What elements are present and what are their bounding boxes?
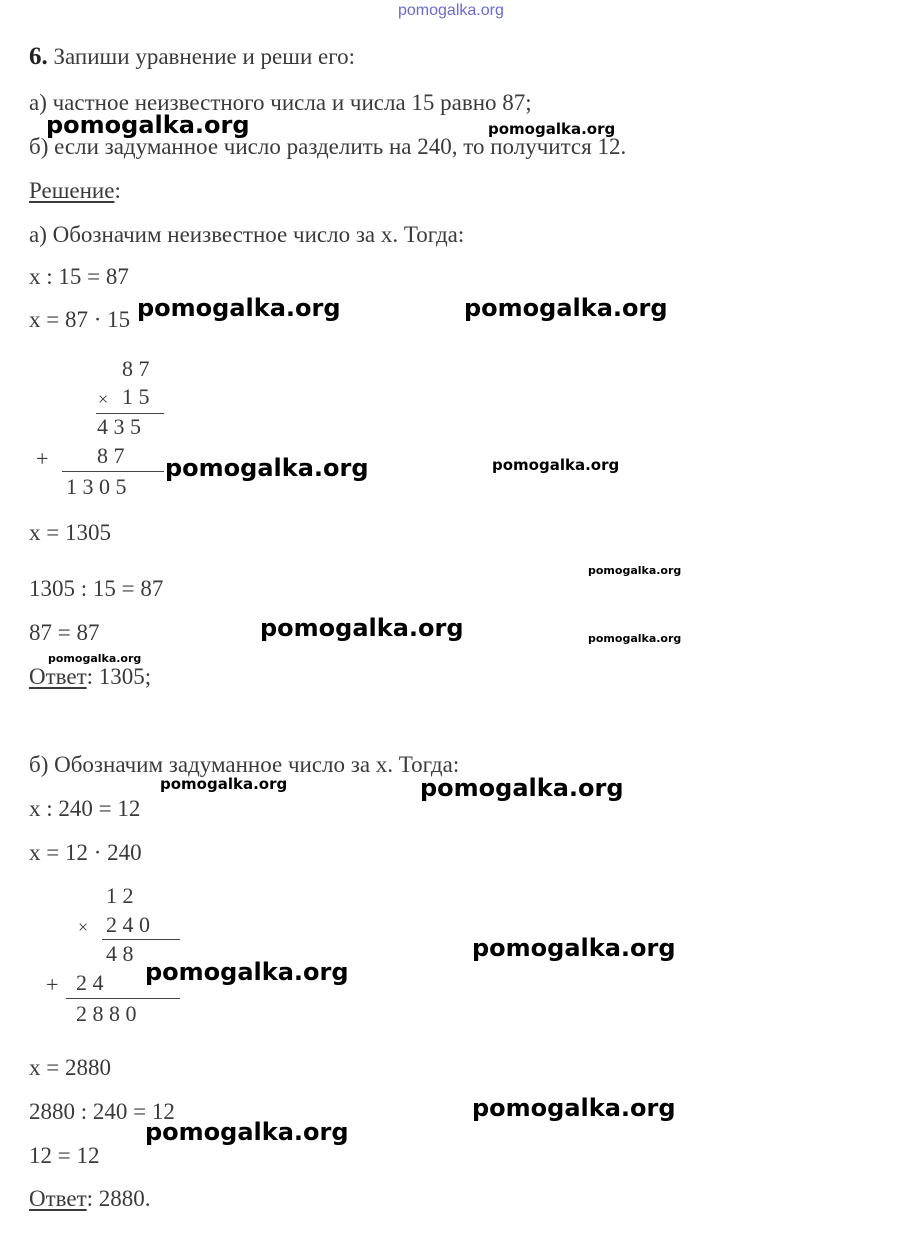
mult-b-rule-2 [66, 998, 180, 999]
mult-b-result: 2 8 8 0 [76, 1001, 137, 1026]
mult-a-result: 1 3 0 5 [66, 474, 127, 499]
watermark: pomogalka.org [464, 294, 668, 322]
solution-heading-label: Решение [29, 178, 115, 203]
watermark: pomogalka.org [472, 1094, 676, 1122]
mult-a-top: 8 7 [122, 356, 150, 381]
part-b-check-1: 2880 : 240 = 12 [29, 1099, 175, 1124]
mult-b-plus-sign: + [46, 972, 59, 997]
mult-b-partial-2: 2 4 [76, 970, 104, 995]
mult-a-plus-sign: + [36, 446, 49, 471]
part-a-answer-value: : 1305; [86, 664, 152, 689]
mult-b-top: 1 2 [106, 883, 134, 908]
solution-heading-colon: : [114, 178, 121, 203]
mult-b-rule-1 [102, 939, 180, 940]
task-item-b: б) если задуманное число разделить на 240, то получится 12. [29, 134, 627, 159]
watermark: pomogalka.org [160, 775, 288, 793]
mult-a-second: 1 5 [122, 384, 150, 409]
site-header-watermark: pomogalka.org [398, 2, 504, 19]
part-b-answer [29, 1186, 151, 1212]
part-b-intro: б) Обозначим задуманное число за x. Тогда: [29, 752, 460, 777]
task-statement [29, 44, 355, 70]
watermark: pomogalka.org [420, 774, 624, 802]
part-a-check-2: 87 = 87 [29, 620, 100, 645]
watermark: pomogalka.org [588, 564, 682, 577]
watermark: pomogalka.org [46, 111, 250, 139]
part-b-check-2: 12 = 12 [29, 1143, 100, 1168]
mult-a-times-sign: × [98, 389, 109, 409]
part-a-equation-2: x = 87 · 15 [29, 307, 131, 332]
mult-a-partial-1: 4 3 5 [97, 414, 141, 439]
part-a-answer [29, 664, 151, 690]
task-prompt: Запиши уравнение и реши его: [53, 44, 355, 69]
watermark: pomogalka.org [492, 456, 620, 474]
part-b-answer-value: : 2880. [86, 1186, 151, 1211]
watermark: pomogalka.org [165, 454, 369, 482]
part-b-equation-2: x = 12 · 240 [29, 840, 142, 865]
watermark: pomogalka.org [260, 614, 464, 642]
mult-b-times-sign: × [78, 917, 89, 937]
watermark: pomogalka.org [472, 934, 676, 962]
mult-b-partial-1: 4 8 [106, 941, 134, 966]
watermark: pomogalka.org [137, 294, 341, 322]
solution-heading [29, 178, 121, 204]
watermark: pomogalka.org [588, 632, 682, 645]
part-a-equation-1: x : 15 = 87 [29, 264, 129, 289]
part-a-equation-3: x = 1305 [29, 520, 111, 545]
part-a-intro: а) Обозначим неизвестное число за x. Тогда: [29, 222, 465, 247]
part-a-check-1: 1305 : 15 = 87 [29, 576, 164, 601]
mult-a-rule-1 [96, 413, 164, 414]
watermark: pomogalka.org [145, 958, 349, 986]
mult-a-rule-2 [62, 471, 164, 472]
mult-b-second: 2 4 0 [106, 912, 150, 937]
part-b-answer-label: Ответ [29, 1186, 87, 1211]
part-b-equation-3: x = 2880 [29, 1055, 111, 1080]
task-number: 6. [29, 43, 48, 70]
task-item-a: а) частное неизвестного числа и числа 15 равно 87; [29, 90, 532, 115]
part-a-answer-label: Ответ [29, 664, 87, 689]
part-b-equation-1: x : 240 = 12 [29, 796, 141, 821]
mult-a-partial-2: 8 7 [97, 443, 125, 468]
watermark: pomogalka.org [488, 120, 616, 138]
watermark: pomogalka.org [48, 652, 142, 665]
watermark: pomogalka.org [145, 1118, 349, 1146]
